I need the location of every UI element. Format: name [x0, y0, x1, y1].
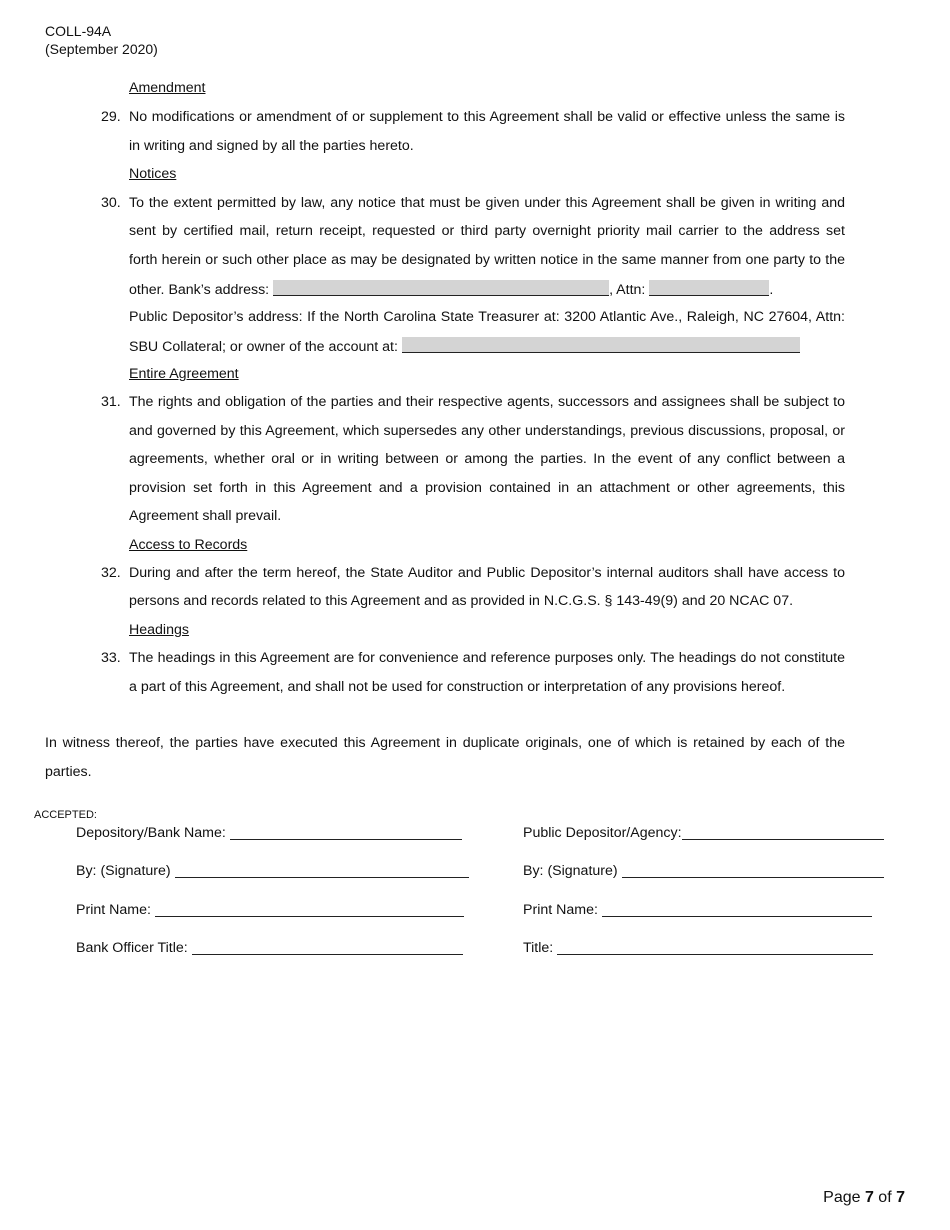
- public-title-row: [523, 940, 873, 956]
- of-word: of: [873, 1189, 897, 1206]
- section-31-line-5: Agreement shall prevail.: [129, 508, 282, 524]
- section-30-line-1: To the extent permitted by law, any notice that must be given under this Agreement shall be given in writing and: [129, 195, 845, 211]
- public-signature-line[interactable]: [622, 863, 884, 878]
- bank-officer-title-row: [76, 940, 463, 956]
- bank-name-line[interactable]: [230, 825, 462, 840]
- bank-officer-title-line[interactable]: [192, 940, 463, 955]
- bank-signature-label: By: (Signature): [76, 863, 175, 879]
- section-heading-entire-agreement: Entire Agreement: [129, 366, 239, 382]
- section-31-line-4: provision set forth in this Agreement and a provision contained in an attachment or other agreements, this: [129, 480, 845, 496]
- form-id: COLL-94A: [45, 23, 112, 39]
- page-number: [823, 1189, 905, 1207]
- section-heading-access-to-records: Access to Records: [129, 537, 248, 553]
- bank-name-row: [76, 825, 462, 841]
- section-33-line-1: The headings in this Agreement are for convenience and reference purposes only. The headings do not constitute: [129, 650, 845, 666]
- section-number-30: 30.: [101, 195, 121, 211]
- bank-name-label: Depository/Bank Name:: [76, 825, 230, 841]
- section-32-line-2: persons and records related to this Agreement and as provided in N.C.G.S. § 143-49(9) and 20 NCAC 07.: [129, 593, 794, 609]
- witness-line-1: In witness thereof, the parties have executed this Agreement in duplicate originals, one of which is retained by each of the: [45, 735, 845, 751]
- section-heading-headings: Headings: [129, 622, 189, 638]
- section-30-line-2: sent by certified mail, return receipt, requested or third party overnight priority mail carrier to the address set: [129, 223, 845, 239]
- section-29-line-1: No modifications or amendment of or supplement to this Agreement shall be valid or effective unless the same is: [129, 109, 845, 125]
- public-signature-row: [523, 863, 884, 879]
- section-31-line-1: The rights and obligation of the parties and their respective agents, successors and assignees shall be subject to: [129, 394, 845, 410]
- accepted-label: ACCEPTED:: [34, 809, 97, 821]
- page-total: 7: [896, 1189, 905, 1206]
- section-33-line-2: a part of this Agreement, and shall not be used for construction or interpretation of any provisions hereof.: [129, 679, 786, 695]
- section-heading-notices: Notices: [129, 166, 177, 182]
- public-depositor-address-line: Public Depositor’s address: If the North Carolina State Treasurer at: 3200 Atlantic Ave., Raleigh, NC 27604, Attn:: [129, 309, 845, 325]
- public-print-name-line[interactable]: [602, 902, 872, 917]
- section-31-line-2: and governed by this Agreement, which supersedes any other understandings, previous discussions, proposal, or: [129, 423, 845, 439]
- form-header: [45, 22, 158, 58]
- section-number-31: 31.: [101, 394, 121, 410]
- bank-attn-field[interactable]: [649, 280, 769, 296]
- bank-print-name-row: [76, 902, 464, 918]
- attn-label: , Attn:: [609, 282, 650, 298]
- bank-address-field[interactable]: [273, 280, 609, 296]
- bank-print-name-label: Print Name:: [76, 902, 155, 918]
- bank-address-line: [129, 280, 773, 298]
- section-29-line-2: in writing and signed by all the parties hereto.: [129, 138, 414, 154]
- owner-address-label: SBU Collateral; or owner of the account at:: [129, 339, 402, 355]
- bank-officer-title-label: Bank Officer Title:: [76, 940, 192, 956]
- bank-address-label: other. Bank’s address:: [129, 282, 274, 298]
- section-number-29: 29.: [101, 109, 121, 125]
- public-print-name-row: [523, 902, 872, 918]
- section-number-33: 33.: [101, 650, 121, 666]
- page-current: 7: [864, 1189, 874, 1206]
- section-31-line-3: agreements, whether oral or in writing between or among the parties. In the event of any conflict between a: [129, 451, 845, 467]
- owner-address-field[interactable]: [402, 337, 800, 353]
- public-title-line[interactable]: [557, 940, 873, 955]
- public-title-label: Title:: [523, 940, 558, 956]
- owner-address-line: [129, 337, 800, 355]
- section-32-line-1: During and after the term hereof, the State Auditor and Public Depositor’s internal auditors shall have access to: [129, 565, 845, 581]
- public-print-name-label: Print Name:: [523, 902, 602, 918]
- public-depositor-label: Public Depositor/Agency:: [523, 825, 682, 841]
- bank-print-name-line[interactable]: [155, 902, 464, 917]
- section-30-line-3: forth herein or such other place as may be designated by written notice in the same manner from one party to the: [129, 252, 845, 268]
- page-word: Page: [823, 1189, 865, 1206]
- public-depositor-line[interactable]: [682, 825, 884, 840]
- period: .: [769, 282, 774, 298]
- witness-line-2: parties.: [45, 764, 92, 780]
- public-signature-label: By: (Signature): [523, 863, 622, 879]
- section-heading-amendment: Amendment: [129, 80, 206, 96]
- section-number-32: 32.: [101, 565, 121, 581]
- form-date: (September 2020): [45, 41, 158, 57]
- bank-signature-line[interactable]: [175, 863, 469, 878]
- public-depositor-row: [523, 825, 884, 841]
- bank-signature-row: [76, 863, 469, 879]
